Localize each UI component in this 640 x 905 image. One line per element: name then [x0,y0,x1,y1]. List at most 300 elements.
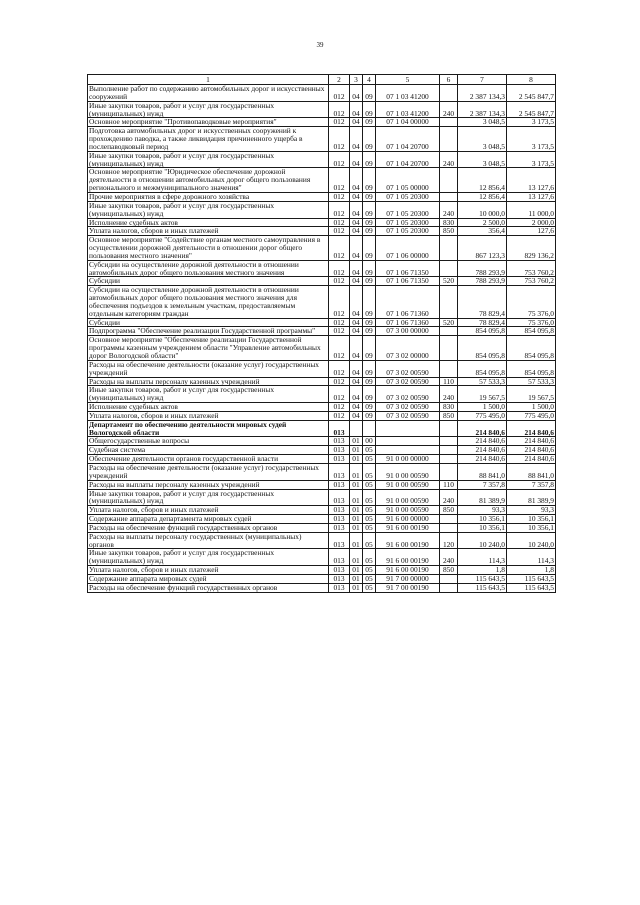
row-name: Субсидии [88,277,329,286]
table-row [88,336,556,361]
row-subsection: 05 [363,489,376,506]
row-amount-year1: 10 356,1 [458,523,507,532]
row-section: 01 [350,437,363,446]
row-target-article: 91 7 00 00000 [376,574,440,583]
row-section: 04 [350,327,363,336]
row-target-article: 07 1 05 20300 [376,227,440,236]
row-name: Расходы на обеспечение деятельности (оказание услуг) государственных учреждений [88,360,329,377]
row-expense-type: 830 [440,403,458,412]
row-name: Общегосударственные вопросы [88,437,329,446]
row-expense-type [440,446,458,455]
row-admin-code: 012 [329,168,350,193]
row-name: Уплата налогов, сборов и иных платежей [88,566,329,575]
row-expense-type [440,583,458,592]
row-section: 01 [350,455,363,464]
row-admin-code: 013 [329,549,350,566]
row-subsection: 09 [363,277,376,286]
row-subsection: 09 [363,227,376,236]
row-section: 04 [350,218,363,227]
row-target-article [376,437,440,446]
row-subsection: 05 [363,480,376,489]
row-name: Исполнение судебных актов [88,218,329,227]
row-amount-year2: 214 840,6 [507,420,556,437]
row-amount-year2: 75 376,0 [507,318,556,327]
row-subsection: 05 [363,506,376,515]
row-section: 04 [350,403,363,412]
row-amount-year1: 57 533,3 [458,377,507,386]
row-section: 04 [350,286,363,318]
row-section: 01 [350,566,363,575]
row-amount-year2: 13 127,6 [507,192,556,201]
row-expense-type: 240 [440,386,458,403]
row-name: Основное мероприятие "Содействие органам местного самоуправления в осуществлении дорожной деятельности в отношении дорог общего пользования местного значения" [88,236,329,261]
row-admin-code: 013 [329,515,350,524]
table-row [88,455,556,464]
row-amount-year2: 75 376,0 [507,286,556,318]
row-admin-code: 013 [329,446,350,455]
row-amount-year1: 7 357,8 [458,480,507,489]
row-amount-year2: 214 840,6 [507,437,556,446]
row-name: Подготовка автомобильных дорог и искусственных сооружений к прохождению паводка, а также ликвидация причиненного ущерба в послепаводковый период [88,127,329,152]
row-amount-year2: 3 173,5 [507,118,556,127]
row-amount-year2: 753 760,2 [507,277,556,286]
row-amount-year1: 88 841,0 [458,463,507,480]
row-subsection: 05 [363,523,376,532]
row-admin-code: 012 [329,360,350,377]
row-target-article: 07 3 00 00000 [376,327,440,336]
row-name: Подпрограмма "Обеспечение реализации Государственной программы" [88,327,329,336]
row-expense-type: 240 [440,101,458,118]
row-admin-code: 013 [329,489,350,506]
row-section: 04 [350,336,363,361]
row-expense-type [440,327,458,336]
row-section: 01 [350,506,363,515]
row-admin-code: 013 [329,480,350,489]
row-target-article: 07 1 06 71350 [376,277,440,286]
page-number: 39 [316,41,324,49]
col-header-subsection: 4 [363,75,376,85]
row-amount-year2: 7 357,8 [507,480,556,489]
row-expense-type [440,286,458,318]
row-subsection: 09 [363,118,376,127]
row-section: 04 [350,411,363,420]
row-name: Иные закупки товаров, работ и услуг для государственных (муниципальных) нужд [88,101,329,118]
row-name: Основное мероприятие "Обеспечение реализации Государственной программы казенным учреждением области "Управление автомобильных дорог Вологодской области" [88,336,329,361]
row-subsection: 09 [363,236,376,261]
table-row [88,360,556,377]
row-expense-type: 240 [440,489,458,506]
row-amount-year1: 3 048,5 [458,118,507,127]
row-subsection: 09 [363,286,376,318]
col-header-target-article: 5 [376,75,440,85]
row-expense-type [440,192,458,201]
table-row [88,566,556,575]
row-admin-code: 012 [329,201,350,218]
row-amount-year1: 12 856,4 [458,192,507,201]
table-row [88,236,556,261]
row-amount-year2: 1 500,0 [507,403,556,412]
row-subsection: 09 [363,151,376,168]
row-amount-year1: 19 567,5 [458,386,507,403]
row-subsection: 09 [363,318,376,327]
row-subsection: 09 [363,168,376,193]
row-amount-year2: 854 095,8 [507,360,556,377]
row-amount-year1: 78 829,4 [458,318,507,327]
table-row [88,151,556,168]
row-name: Расходы на обеспечение функций государственных органов [88,583,329,592]
row-amount-year2: 1,8 [507,566,556,575]
row-amount-year1: 10 240,0 [458,532,507,549]
row-amount-year1: 854 095,8 [458,360,507,377]
row-subsection: 05 [363,566,376,575]
row-expense-type: 850 [440,506,458,515]
row-admin-code: 012 [329,151,350,168]
row-expense-type: 830 [440,218,458,227]
row-section: 04 [350,101,363,118]
row-name: Субсидии на осуществление дорожной деятельности в отношении автомобильных дорог общего пользования местного значения [88,260,329,277]
row-target-article: 07 1 06 71360 [376,318,440,327]
row-expense-type [440,168,458,193]
row-name: Расходы на обеспечение функций государственных органов [88,523,329,532]
row-target-article: 07 3 02 00590 [376,403,440,412]
table-row [88,403,556,412]
row-amount-year1: 10 000,0 [458,201,507,218]
row-admin-code: 012 [329,318,350,327]
col-header-section: 3 [350,75,363,85]
row-name: Расходы на обеспечение деятельности (оказание услуг) государственных учреждений [88,463,329,480]
table-row [88,463,556,480]
table-row [88,420,556,437]
row-section: 04 [350,260,363,277]
row-subsection: 05 [363,515,376,524]
row-target-article: 07 1 05 00000 [376,168,440,193]
row-admin-code: 012 [329,411,350,420]
row-target-article: 91 6 00 00000 [376,515,440,524]
row-amount-year2: 88 841,0 [507,463,556,480]
row-subsection: 09 [363,201,376,218]
row-expense-type [440,85,458,102]
table-row [88,127,556,152]
row-section: 01 [350,515,363,524]
row-admin-code: 012 [329,260,350,277]
row-section: 01 [350,523,363,532]
row-target-article: 07 1 05 20300 [376,192,440,201]
row-subsection: 05 [363,574,376,583]
col-header-expense-type: 6 [440,75,458,85]
table-row [88,386,556,403]
row-amount-year2: 3 173,5 [507,127,556,152]
row-target-article: 91 0 00 00000 [376,455,440,464]
row-name: Расходы на выплаты персоналу государственных (муниципальных) органов [88,532,329,549]
row-admin-code: 013 [329,420,350,437]
row-target-article: 91 0 00 00590 [376,480,440,489]
row-admin-code: 013 [329,523,350,532]
row-section: 04 [350,151,363,168]
row-section: 04 [350,318,363,327]
row-admin-code: 013 [329,437,350,446]
row-subsection: 05 [363,549,376,566]
row-admin-code: 012 [329,118,350,127]
table-row [88,446,556,455]
row-target-article: 07 1 04 20700 [376,127,440,152]
row-target-article: 07 1 06 00000 [376,236,440,261]
row-target-article: 07 1 03 41200 [376,101,440,118]
row-amount-year2: 19 567,5 [507,386,556,403]
row-amount-year2: 2 000,0 [507,218,556,227]
row-target-article [376,420,440,437]
table-row [88,218,556,227]
row-amount-year2: 214 840,6 [507,446,556,455]
row-amount-year1: 2 500,0 [458,218,507,227]
row-subsection: 05 [363,446,376,455]
row-section: 01 [350,489,363,506]
row-admin-code: 012 [329,236,350,261]
row-admin-code: 012 [329,377,350,386]
row-section: 04 [350,360,363,377]
row-section: 01 [350,446,363,455]
row-subsection: 09 [363,85,376,102]
col-header-admin: 2 [329,75,350,85]
row-amount-year1: 1 500,0 [458,403,507,412]
table-row [88,318,556,327]
row-admin-code: 013 [329,463,350,480]
row-section: 04 [350,85,363,102]
table-row [88,277,556,286]
row-amount-year1: 115 643,5 [458,574,507,583]
row-amount-year2: 127,6 [507,227,556,236]
row-expense-type: 520 [440,318,458,327]
row-target-article: 91 6 00 00190 [376,523,440,532]
row-name: Прочие мероприятия в сфере дорожного хозяйства [88,192,329,201]
row-expense-type: 110 [440,480,458,489]
row-amount-year1: 2 387 134,3 [458,101,507,118]
table-row [88,227,556,236]
row-name: Основное мероприятие "Юридическое обеспечение дорожной деятельности в отношении автомобильных дорог общего пользования регионального и межмуниципального значения" [88,168,329,193]
table-row [88,411,556,420]
row-amount-year2: 753 760,2 [507,260,556,277]
row-amount-year2: 115 643,5 [507,574,556,583]
row-amount-year2: 829 136,2 [507,236,556,261]
table-row [88,101,556,118]
table-body [88,85,556,593]
table-row [88,286,556,318]
row-name: Иные закупки товаров, работ и услуг для государственных (муниципальных) нужд [88,151,329,168]
row-expense-type [440,455,458,464]
row-amount-year1: 1,8 [458,566,507,575]
row-amount-year1: 214 840,6 [458,455,507,464]
row-section [350,420,363,437]
table-row [88,437,556,446]
row-name: Содержание аппарата департамента мировых судей [88,515,329,524]
row-target-article: 91 6 00 00190 [376,532,440,549]
row-section: 01 [350,480,363,489]
row-name: Обеспечение деятельности органов государственной власти [88,455,329,464]
table-row [88,549,556,566]
row-expense-type [440,118,458,127]
row-amount-year1: 854 095,8 [458,327,507,336]
row-section: 04 [350,127,363,152]
row-subsection: 05 [363,455,376,464]
row-target-article: 07 1 06 71360 [376,286,440,318]
row-target-article [376,446,440,455]
row-expense-type [440,463,458,480]
row-section: 04 [350,386,363,403]
row-name: Субсидии [88,318,329,327]
table-row [88,192,556,201]
row-subsection [363,420,376,437]
row-subsection: 09 [363,127,376,152]
row-section: 01 [350,549,363,566]
row-subsection: 09 [363,192,376,201]
row-section: 04 [350,277,363,286]
table-row [88,532,556,549]
row-admin-code: 012 [329,227,350,236]
table-row [88,260,556,277]
row-section: 04 [350,168,363,193]
row-admin-code: 012 [329,327,350,336]
table-row [88,85,556,102]
row-section: 01 [350,463,363,480]
row-expense-type [440,236,458,261]
row-section: 04 [350,201,363,218]
row-expense-type [440,336,458,361]
row-amount-year1: 93,3 [458,506,507,515]
row-target-article: 91 0 00 00590 [376,506,440,515]
row-target-article: 91 6 00 00190 [376,566,440,575]
row-subsection: 05 [363,463,376,480]
table-row [88,515,556,524]
col-header-name: 1 [88,75,329,85]
row-subsection: 09 [363,411,376,420]
row-subsection: 09 [363,101,376,118]
row-name: Уплата налогов, сборов и иных платежей [88,411,329,420]
row-amount-year2: 214 840,6 [507,455,556,464]
row-admin-code: 013 [329,506,350,515]
row-expense-type [440,523,458,532]
row-name: Иные закупки товаров, работ и услуг для государственных (муниципальных) нужд [88,489,329,506]
row-target-article: 07 3 02 00590 [376,360,440,377]
row-amount-year2: 854 095,8 [507,327,556,336]
row-expense-type [440,515,458,524]
row-name: Иные закупки товаров, работ и услуг для государственных (муниципальных) нужд [88,386,329,403]
row-amount-year1: 2 387 134,3 [458,85,507,102]
row-expense-type [440,437,458,446]
row-amount-year2: 10 240,0 [507,532,556,549]
row-admin-code: 012 [329,101,350,118]
row-amount-year1: 214 840,6 [458,437,507,446]
row-admin-code: 013 [329,455,350,464]
row-target-article: 07 3 02 00000 [376,336,440,361]
row-expense-type [440,574,458,583]
row-subsection: 05 [363,583,376,592]
row-name: Субсидии на осуществление дорожной деятельности в отношении автомобильных дорог общего пользования местного значения для обеспечения подъездов к земельным участкам, предоставляемым отдельным категориям граждан [88,286,329,318]
row-amount-year1: 356,4 [458,227,507,236]
table-row [88,574,556,583]
row-amount-year1: 78 829,4 [458,286,507,318]
table-row [88,327,556,336]
row-admin-code: 012 [329,85,350,102]
row-name: Уплата налогов, сборов и иных платежей [88,227,329,236]
table-row [88,118,556,127]
row-name: Иные закупки товаров, работ и услуг для государственных (муниципальных) нужд [88,201,329,218]
row-amount-year1: 775 495,0 [458,411,507,420]
row-amount-year2: 13 127,6 [507,168,556,193]
row-amount-year1: 788 293,9 [458,260,507,277]
row-expense-type: 120 [440,532,458,549]
row-section: 04 [350,118,363,127]
row-subsection: 09 [363,260,376,277]
row-target-article: 07 1 06 71350 [376,260,440,277]
row-admin-code: 012 [329,403,350,412]
row-amount-year1: 114,3 [458,549,507,566]
row-amount-year1: 3 048,5 [458,151,507,168]
row-section: 04 [350,192,363,201]
table-row [88,489,556,506]
row-amount-year2: 10 356,1 [507,523,556,532]
row-expense-type: 850 [440,227,458,236]
row-admin-code: 012 [329,192,350,201]
row-target-article: 07 3 02 00590 [376,386,440,403]
row-expense-type: 520 [440,277,458,286]
row-expense-type: 240 [440,201,458,218]
row-target-article: 07 1 04 00000 [376,118,440,127]
row-name: Содержание аппарата мировых судей [88,574,329,583]
row-subsection: 09 [363,327,376,336]
row-section: 04 [350,377,363,386]
row-expense-type [440,360,458,377]
row-target-article: 07 1 05 20300 [376,218,440,227]
table-row [88,377,556,386]
row-subsection: 09 [363,386,376,403]
row-expense-type: 850 [440,411,458,420]
row-admin-code: 012 [329,336,350,361]
row-amount-year2: 2 545 847,7 [507,101,556,118]
row-name: Выполнение работ по содержанию автомобильных дорог и искусственных сооружений [88,85,329,102]
table-row [88,523,556,532]
row-subsection: 00 [363,437,376,446]
table-row [88,168,556,193]
row-section: 04 [350,227,363,236]
row-amount-year2: 114,3 [507,549,556,566]
row-name: Иные закупки товаров, работ и услуг для государственных (муниципальных) нужд [88,549,329,566]
row-subsection: 09 [363,336,376,361]
row-admin-code: 012 [329,286,350,318]
row-amount-year2: 2 545 847,7 [507,85,556,102]
row-admin-code: 012 [329,277,350,286]
row-subsection: 09 [363,377,376,386]
row-amount-year2: 3 173,5 [507,151,556,168]
row-target-article: 07 3 02 00590 [376,411,440,420]
row-amount-year2: 854 095,8 [507,336,556,361]
row-name: Основное мероприятие "Противопаводковые мероприятия" [88,118,329,127]
row-target-article: 07 1 05 20300 [376,201,440,218]
row-expense-type [440,420,458,437]
row-expense-type: 850 [440,566,458,575]
row-admin-code: 012 [329,127,350,152]
row-admin-code: 013 [329,532,350,549]
row-target-article: 91 0 00 00590 [376,463,440,480]
row-expense-type: 240 [440,549,458,566]
row-target-article: 91 0 00 00590 [376,489,440,506]
row-target-article: 07 3 02 00590 [376,377,440,386]
row-amount-year2: 57 533,3 [507,377,556,386]
table-row [88,583,556,592]
row-section: 01 [350,532,363,549]
col-header-amount-year1: 7 [458,75,507,85]
row-name: Департамент по обеспечению деятельности мировых судей Вологодской области [88,420,329,437]
budget-table [87,74,556,593]
row-admin-code: 013 [329,583,350,592]
